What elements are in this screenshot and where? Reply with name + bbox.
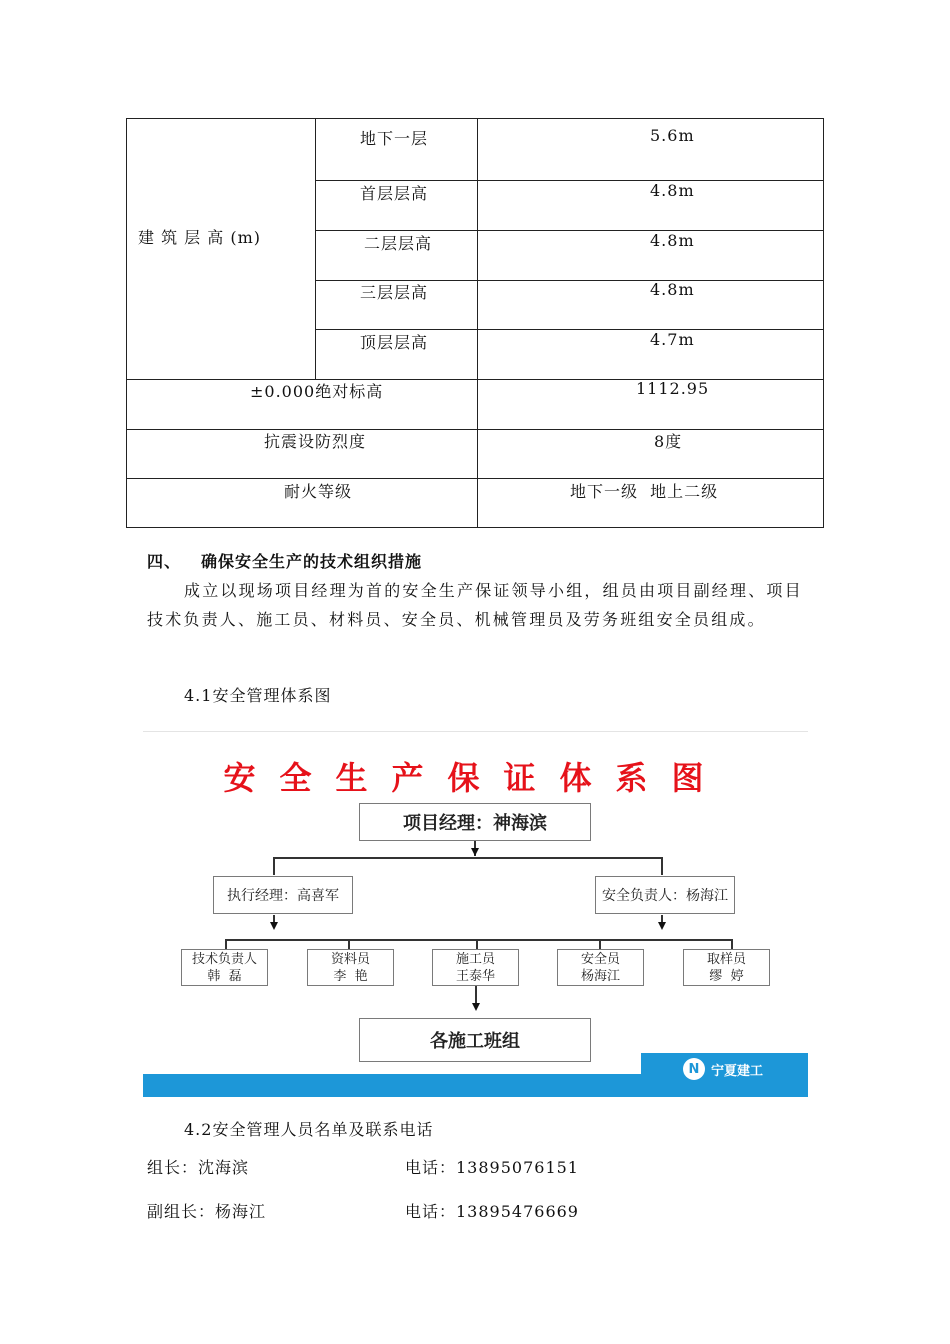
- chart-top-rule: [143, 731, 808, 732]
- contact-phone: 电话：13895476669: [405, 1202, 579, 1221]
- table-row-value: 8度: [654, 432, 683, 451]
- table-floor-value: 4.7m: [650, 330, 695, 349]
- member-box: [432, 949, 519, 986]
- table-floor-value: 4.8m: [650, 280, 695, 299]
- member-name: 李 艳: [333, 968, 368, 984]
- table-floor-name: 顶层层高: [360, 333, 429, 352]
- table-floor-name: 地下一层: [360, 129, 429, 148]
- subsection-title: 4.1安全管理体系图: [184, 686, 332, 705]
- member-name: 韩 磊: [207, 968, 242, 984]
- member-role: 施工员: [455, 951, 495, 967]
- table-row-value: 1112.95: [636, 379, 710, 398]
- chart-title: 安全生产保证体系图: [223, 759, 728, 797]
- member-name: 缪 婷: [709, 968, 744, 984]
- table-row-name: ±0.000绝对标高: [250, 382, 384, 401]
- work-teams-label: 各施工班组: [430, 1031, 520, 1052]
- table-row-name: 抗震设防烈度: [264, 432, 367, 451]
- building-info-table: [126, 118, 824, 528]
- project-manager-box: [359, 803, 591, 841]
- company-logo-text: 宁夏建工: [711, 1063, 764, 1079]
- section-number: 四、: [147, 552, 182, 571]
- contact-phone: 电话：13895076151: [405, 1158, 579, 1177]
- table-floor-name: 三层层高: [360, 283, 429, 302]
- member-box: [307, 949, 394, 986]
- member-name: 杨海江: [580, 968, 620, 984]
- member-box: [181, 949, 268, 986]
- member-box: [557, 949, 644, 986]
- table-row-value: 地下一级 地上二级: [570, 482, 719, 501]
- project-manager-label: 项目经理：神海滨: [403, 813, 547, 834]
- member-role: 取样员: [706, 951, 746, 967]
- section-title: 确保安全生产的技术组织措施: [201, 552, 423, 571]
- table-floor-value: 4.8m: [650, 181, 695, 200]
- section-paragraph: 成立以现场项目经理为首的安全生产保证领导小组，组员由项目副经理、项目技术负责人、施工员、材料员、安全员、机械管理员及劳务班组安全员组成。: [147, 581, 803, 629]
- table-row-name: 耐火等级: [284, 482, 353, 501]
- table-floor-name: 首层层高: [360, 184, 429, 203]
- executive-manager-box: [213, 876, 353, 914]
- contact-label: 组长：沈海滨: [147, 1158, 250, 1177]
- member-role: 资料员: [330, 951, 370, 967]
- safety-org-chart: [143, 731, 808, 1097]
- safety-lead-label: 安全负责人：杨海江: [602, 888, 728, 904]
- company-logo-icon: N: [683, 1058, 705, 1080]
- table-floor-value: 5.6m: [650, 126, 695, 145]
- company-logo: [683, 1058, 763, 1080]
- member-role: 安全员: [580, 951, 620, 967]
- member-box: [683, 949, 770, 986]
- table-group-label: 建 筑 层 高 (m): [138, 228, 262, 247]
- work-teams-box: [359, 1018, 591, 1062]
- executive-manager-label: 执行经理：高喜军: [227, 888, 339, 904]
- subsection-title: 4.2安全管理人员名单及联系电话: [184, 1120, 434, 1139]
- table-floor-name: 二层层高: [364, 234, 433, 253]
- table-floor-value: 4.8m: [650, 231, 695, 250]
- safety-lead-box: [595, 876, 735, 914]
- member-role: 技术负责人: [191, 951, 257, 967]
- member-name: 王泰华: [455, 968, 495, 984]
- contact-label: 副组长：杨海江: [147, 1202, 267, 1221]
